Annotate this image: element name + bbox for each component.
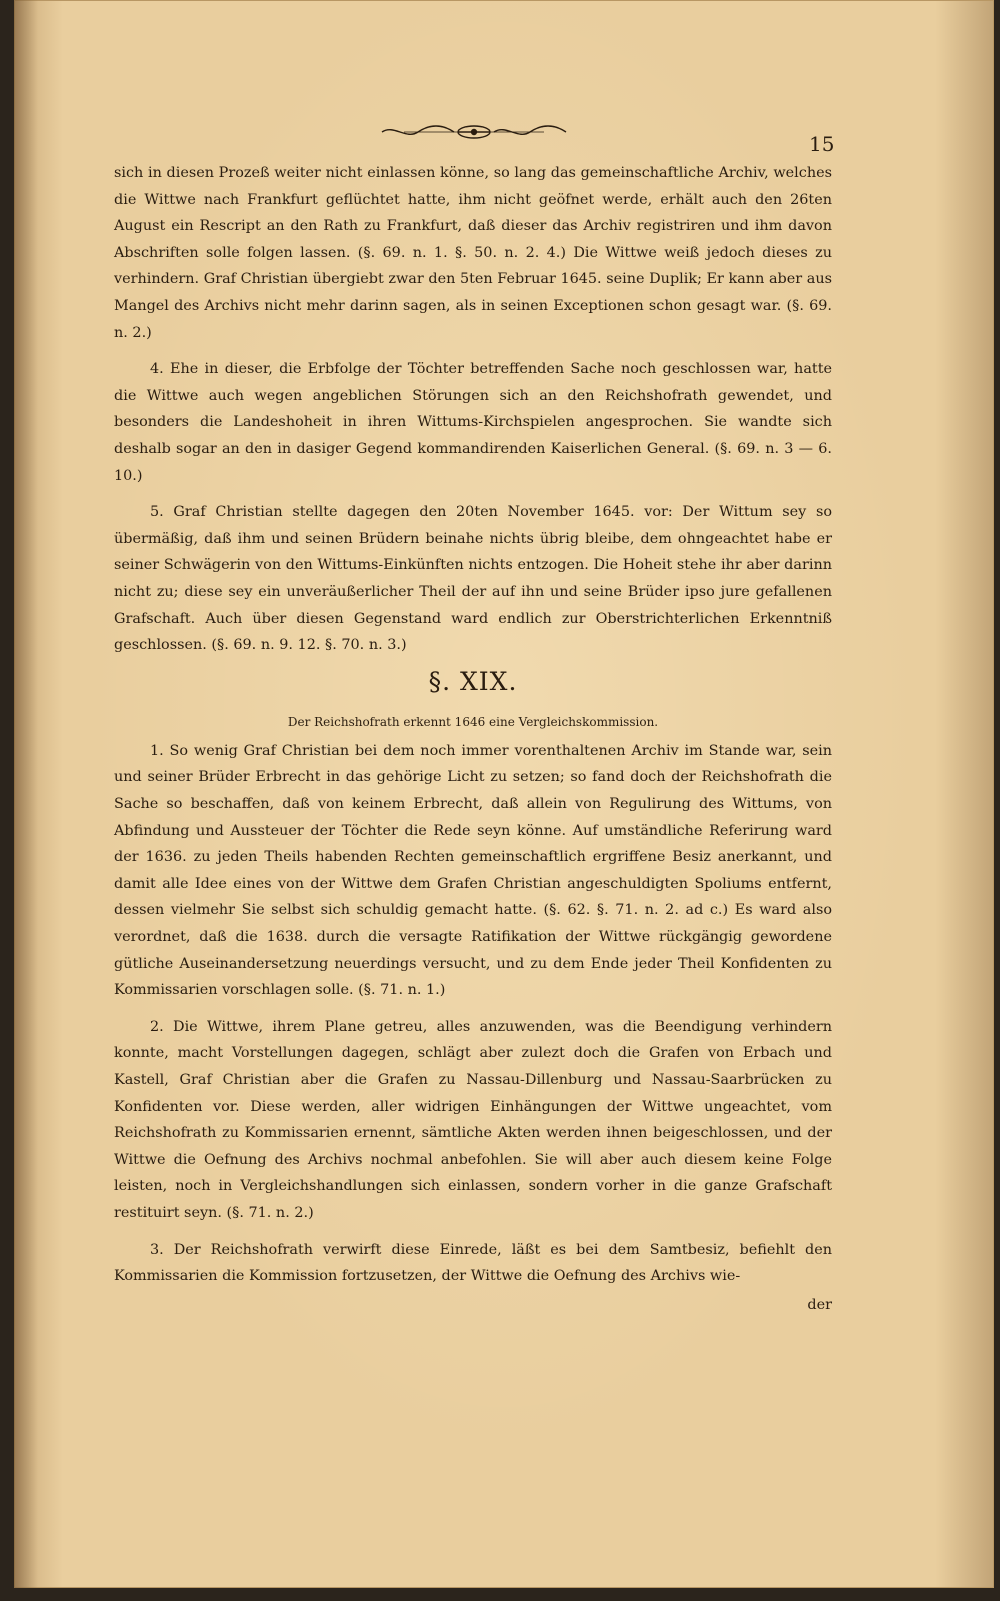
paragraph-5: 5. Graf Christian stellte dagegen den 20ten November 1645. vor: Der Wittum sey so übermäßig, daß ihm und seinen Brüdern beinahe nichts übrig bleibe, dem ohngeachtet habe er seiner Schwägerin von den Wittums-Einkünften nichts entzogen. Die Hoheit stehe ihr aber darinn nicht zu; diese sey ein unveräußerlicher Theil der auf ihn und seine Brüder ipso jure gefallenen Grafschaft. Auch über diesen Gegenstand ward endlich zur Oberstrichterlichen Erkenntniß geschlossen. (§. 69. n. 9. 12. §. 70. n. 3.) (114, 504, 832, 654)
section-heading: §. XIX. (428, 666, 518, 696)
ornamental-rule-icon (374, 121, 574, 143)
paragraph-continuation: sich in diesen Prozeß weiter nicht einlassen könne, so lang das gemeinschaftliche Archiv, welches die Wittwe nach Frankfurt geflüchtet hatte, ihm nicht geöfnet werde, erhält auch den 26ten August ein Rescript an den Rath zu Frankfurt, daß dieser das Archiv registriren und ihm davon Abschriften solle folgen lassen. (§. 69. n. 1. §. 50. n. 2. 4.) Die Wittwe weiß jedoch dieses zu verhindern. Graf Christian übergiebt zwar den 5ten Februar 1645. seine Duplik; Er kann aber aus Mangel des Archivs nicht mehr darinn sagen, als in seinen Exceptionen schon gesagt war. (§. 69. n. 2.) (114, 165, 832, 341)
catchword: der (807, 1296, 832, 1313)
page-text (114, 160, 832, 1318)
section-paragraph-1: 1. So wenig Graf Christian bei dem noch immer vorenthaltenen Archiv im Stande war, sein und seiner Brüder Erbrecht in das gehörige Licht zu setzen; so fand doch der Reichshofrath die Sache so beschaffen, daß von keinem Erbrecht, daß allein von Regulirung des Wittums, von Abfindung und Aussteuer der Töchter die Rede seyn könne. Auf umständliche Referirung ward der 1636. zu jeden Theils habenden Rechten gemeinschaftlich ergriffene Besiz anerkannt, und damit alle Idee eines von der Wittwe dem Grafen Christian angeschuldigten Spoliums entfernt, dessen vielmehr Sie selbst sich schuldig gemacht hatte. (§. 62. §. 71. n. 2. ad c.) Es ward also verordnet, daß die 1638. durch die versagte Ratifikation der Wittwe rückgängig gewordene gütliche Auseinandersetzung neuerdings versucht, und zu dem Ende jeder Theil Konfidenten zu Kommissarien vorschlagen solle. (§. 71. n. 1.) (114, 742, 832, 999)
section-subheading: Der Reichshofrath erkennt 1646 eine Vergleichskommission. (287, 715, 659, 730)
paragraph-4: 4. Ehe in dieser, die Erbfolge der Töchter betreffenden Sache noch geschlossen war, hatte die Wittwe auch wegen angeblichen Störungen sich an den Reichshofrath gewendet, und besonders die Landeshoheit in ihren Wittums-Kirchspielen angesprochen. Sie wandte sich deshalb sogar an den in dasiger Gegend kommandirenden Kaiserlichen General. (§. 69. n. 3 — 6. 10.) (114, 361, 832, 484)
section-paragraph-2: 2. Die Wittwe, ihrem Plane getreu, alles anzuwenden, was die Beendigung verhindern konnte, macht Vorstellungen dagegen, schlägt aber zulezt doch die Grafen von Erbach und Kastell, Graf Christian aber die Grafen zu Nassau-Dillenburg und Nassau-Saarbrücken zu Konfidenten vor. Diese werden, aller widrigen Einhängungen der Wittwe ungeachtet, vom Reichshofrath zu Kommissarien ernennt, sämtliche Akten werden ihnen beigeschlossen, und der Wittwe die Oefnung des Archivs nochmal anbefohlen. Sie will aber auch diesem keine Folge leisten, noch in Vergleichshandlungen sich einlassen, sondern vorher in die ganze Grafschaft restituirt seyn. (§. 71. n. 2.) (114, 1018, 832, 1221)
page-number: 15 (809, 132, 835, 156)
book-page (14, 0, 994, 1588)
gutter-shadow (14, 0, 38, 1588)
section-paragraph-3: 3. Der Reichshofrath verwirft diese Einrede, läßt es bei dem Samtbesiz, befiehlt den Kommissarien die Kommission fortzusetzen, der Wittwe die Oefnung des Archivs wie- (114, 1241, 832, 1285)
